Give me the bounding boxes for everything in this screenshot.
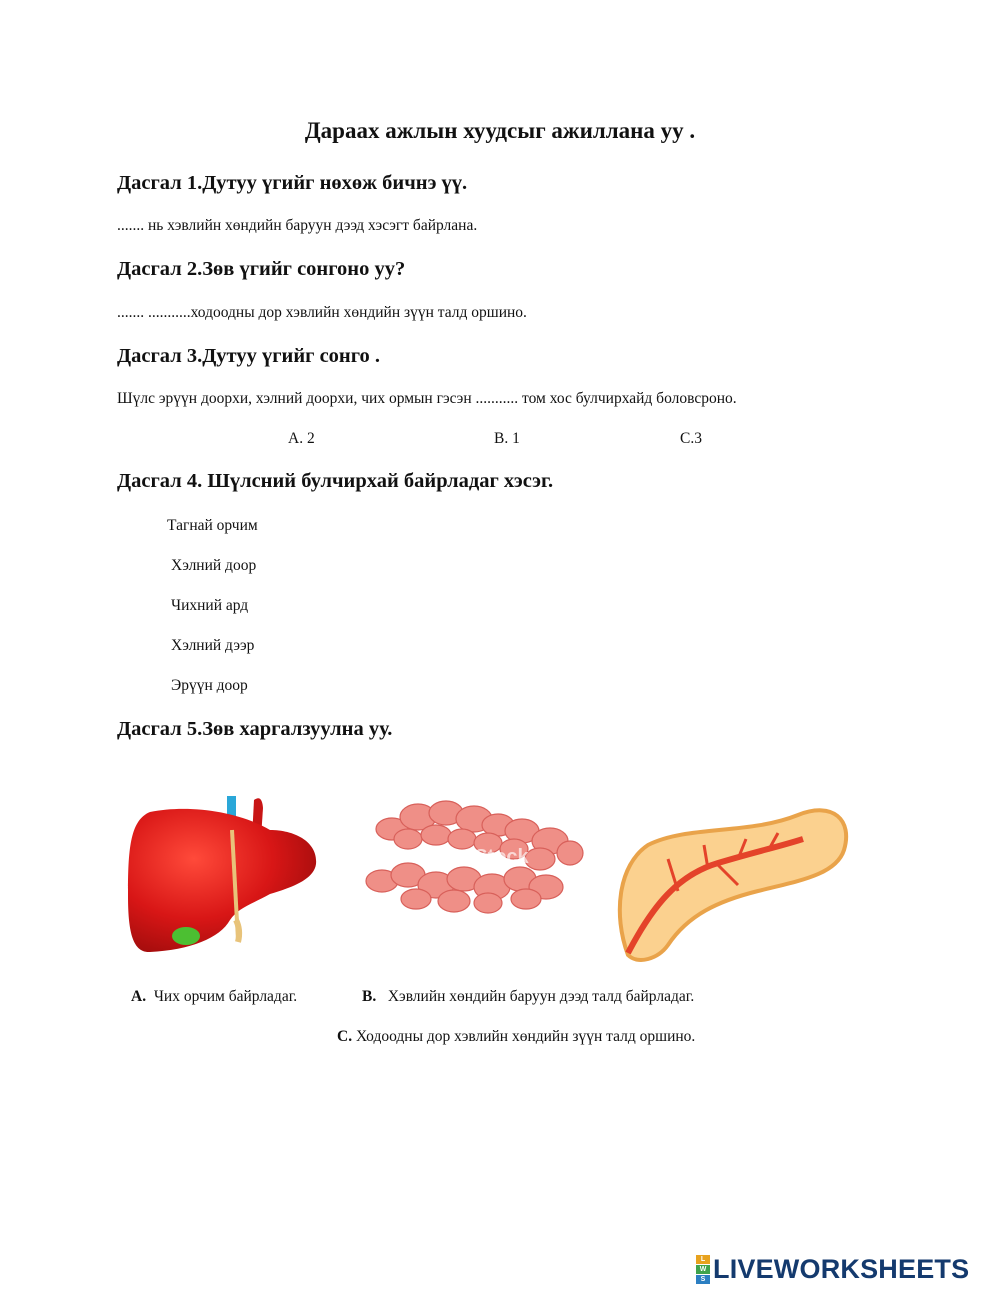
exercise-3-option-b[interactable]: В. 1 <box>494 430 520 447</box>
exercise-3-option-c[interactable]: С.3 <box>680 430 702 447</box>
salivary-gland-image[interactable] <box>358 795 590 920</box>
answer-a-text: Чих орчим байрладаг. <box>153 988 298 1005</box>
image-watermark: nStock <box>462 846 529 868</box>
answer-b-text: Хэвлийн хөндийн баруун дээд талд байрладаг. <box>387 988 695 1005</box>
exercise-3-option-a[interactable]: А. 2 <box>288 430 315 447</box>
exercise-4-item[interactable]: Чихний ард <box>171 597 249 614</box>
exercise-5-heading: Дасгал 5.Зөв харгалзуулна уу. <box>117 718 393 740</box>
answer-b-letter: B. <box>362 988 377 1005</box>
exercise-3-text: Шүлс эрүүн доорхи, хэлний доорхи, чих ормын гэсэн ........... том хос булчирхайд боловсроно. <box>117 390 737 407</box>
exercise-1-heading: Дасгал 1.Дутуу үгийг нөхөж бичнэ үү. <box>117 172 468 194</box>
exercise-3-heading: Дасгал 3.Дутуу үгийг сонго . <box>117 345 381 367</box>
answer-b[interactable] <box>362 988 694 1006</box>
logo-text: LIVEWORKSHEETS <box>713 1253 970 1284</box>
answer-a-letter: A. <box>131 988 147 1005</box>
answer-c-text: Ходоодны дор хэвлийн хөндийн зүүн талд оршино. <box>355 1028 696 1045</box>
logo-mark-icon: L W S <box>696 1255 710 1283</box>
exercise-4-item[interactable]: Хэлний дээр <box>171 637 255 654</box>
answer-c-letter: C. <box>337 1028 353 1045</box>
exercise-4-item[interactable]: Эрүүн доор <box>171 677 248 694</box>
exercise-4-item[interactable]: Тагнай орчим <box>167 517 258 534</box>
page-title: Дараах ажлын хуудсыг ажиллана уу . <box>304 118 696 143</box>
exercise-4-heading: Дасгал 4. Шүлсний булчирхай байрладаг хэсэг. <box>117 470 554 492</box>
liveworksheets-logo[interactable] <box>696 1254 969 1284</box>
exercise-2-text: ....... ...........ходоодны дор хэвлийн хөндийн зүүн талд оршино. <box>117 304 527 321</box>
exercise-2-heading: Дасгал 2.Зөв үгийг сонгоно уу? <box>117 258 406 280</box>
liver-image[interactable] <box>120 790 320 955</box>
answer-a[interactable] <box>131 988 297 1006</box>
exercise-4-item[interactable]: Хэлний доор <box>171 557 257 574</box>
answer-c[interactable] <box>337 1028 695 1046</box>
exercise-1-text: ....... нь хэвлийн хөндийн баруун дээд хэсэгт байрлана. <box>117 217 478 234</box>
pancreas-image[interactable] <box>608 795 853 965</box>
